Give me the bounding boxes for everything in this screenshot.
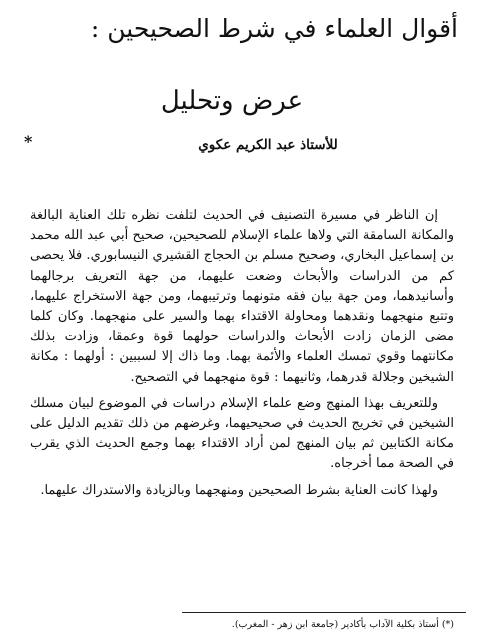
article-subtitle: عرض وتحليل xyxy=(160,86,304,116)
paragraph: وللتعريف بهذا المنهج وضع علماء الإسلام دراسات في الموضوع لبيان مسلك الشيخين في تخريج الحديث في صحيحيهما، وغرضهم من ذلك تقديم الدليل على مكانة الكتابين ثم بيان المنهج لمن أراد الاقتداء بهما وجمع الحديث الذي يقرب في الصحة مما أخرجاه. xyxy=(30,395,454,472)
author-name: للأستاذ عبد الكريم عكوي xyxy=(198,137,338,153)
footnote: (*) أستاذ بكلية الآداب بأكادير (جامعة ابن زهر - المغرب). xyxy=(231,619,454,630)
paragraph: إن الناظر في مسيرة التصنيف في الحديث لتلفت نظره تلك العناية البالغة والمكانة السامقة التي ولاها علماء الإسلام للصحيحين، صحيح أبي عبد الله محمد بن إسماعيل البخاري، وصحيح مسلم بن الحجاج القشيري النيسابوري. فلا يحصى كم من الدراسات والأبحاث وضعت عليهما، من جهة التعريف برجالهما وأسانيدهما، ومن جهة بيان فقه متونهما وترتيبهما، ومن جهة الاستخراج عليهما، وتتبع منهجهما ونقدهما ومحاولة الاقتداء بهما والسير على منهجهما. وكان كلما مضى الزمان زادت الأبحاث والدراسات حولهما قوة وعمقا، وزادت بذلك مكانتهما وقوي تمسك العلماء والأئمة بهما. وما ذاك إلا لسببين : أولهما : مكانة الشيخين وجلالة قدرهما، وثانيهما : قوة منهجهما في التصحيح. xyxy=(30,208,454,385)
paragraph: ولهذا كانت العناية بشرط الصحيحين ومنهجهما وبالزيادة والاستدراك عليهما. xyxy=(40,482,438,498)
article-title: أقوال العلماء في شرط الصحيحين : xyxy=(90,14,458,43)
author-footnote-marker: * xyxy=(24,132,33,151)
article-body xyxy=(30,206,454,501)
footnote-divider xyxy=(182,612,466,613)
